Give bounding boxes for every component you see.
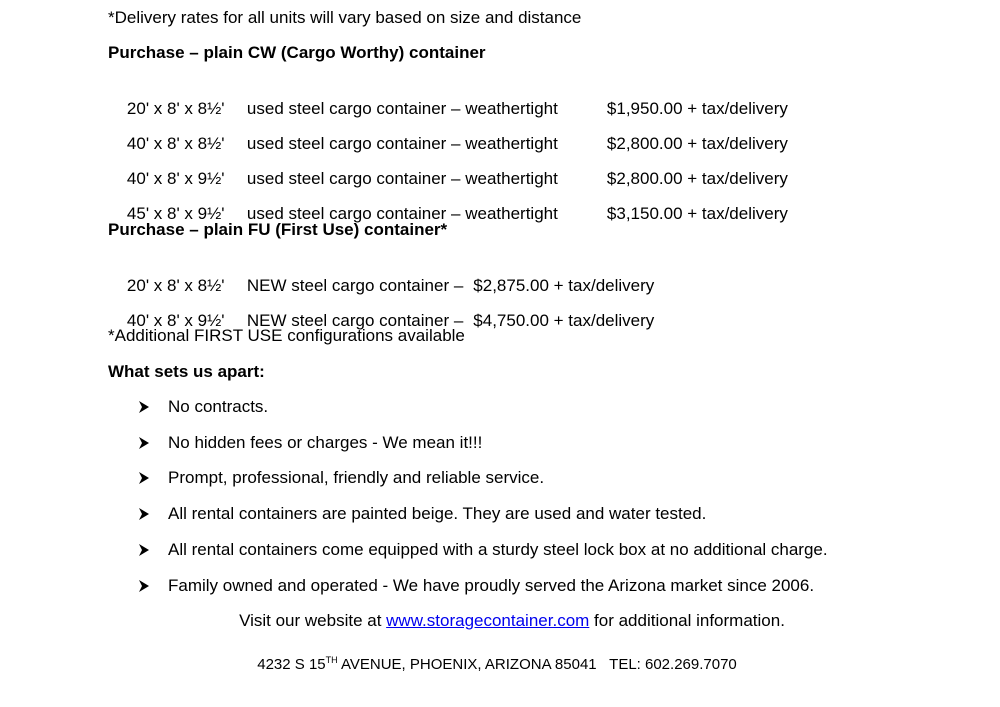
container-price: $2,800.00 + tax/delivery [606,169,788,188]
website-link[interactable]: www.storagecontainer.com [386,611,590,630]
container-dimensions: 40' x 8' x 9½' [126,311,225,330]
list-item-text: Prompt, professional, friendly and reliable service. [168,468,545,487]
website-suffix: for additional information. [589,611,785,630]
container-dimensions: 20' x 8' x 8½' [126,99,225,118]
list-item-text: No contracts. [168,397,269,416]
arrowhead-bullet-icon [138,576,152,596]
container-dimensions: 45' x 8' x 9½' [126,204,225,223]
arrowhead-bullet-icon [138,468,152,488]
list-item-text: Family owned and operated - We have proudly served the Arizona market since 2006. [168,576,815,595]
apart-section-heading: What sets us apart: [108,362,265,381]
arrowhead-bullet-icon [138,540,152,560]
list-item-text: No hidden fees or charges - We mean it!!! [168,433,483,452]
footer-address-line [0,655,997,675]
first-use-note: *Additional FIRST USE configurations available [108,326,465,345]
container-description: used steel cargo container – weathertight [246,204,558,223]
list-item-text: All rental containers come equipped with a sturdy steel lock box at no additional charge. [168,540,828,559]
website-line [12,611,1000,631]
cw-section-heading: Purchase – plain CW (Cargo Worthy) container [108,43,486,62]
container-description: used steel cargo container – weathertight [246,99,558,118]
telephone: TEL: 602.269.7070 [609,656,737,673]
container-price: $3,150.00 + tax/delivery [606,204,788,223]
container-dimensions: 40' x 8' x 9½' [126,169,225,188]
container-description: NEW steel cargo container – [246,276,464,295]
container-description: used steel cargo container – weathertight [246,134,558,153]
container-dimensions: 40' x 8' x 8½' [126,134,225,153]
delivery-rates-note: *Delivery rates for all units will vary based on size and distance [108,8,582,27]
container-price: $4,750.00 + tax/delivery [473,311,655,330]
address-city: AVENUE, PHOENIX, ARIZONA 85041 [337,656,597,673]
address-street: 4232 S 15 [257,656,326,673]
list-item-text: All rental containers are painted beige. They are used and water tested. [168,504,707,523]
container-dimensions: 20' x 8' x 8½' [126,276,225,295]
container-price: $2,800.00 + tax/delivery [606,134,788,153]
container-price: $2,875.00 + tax/delivery [473,276,655,295]
arrowhead-bullet-icon [138,397,152,417]
website-prefix: Visit our website at [239,611,387,630]
fu-section-heading: Purchase – plain FU (First Use) container* [108,220,448,239]
address-ordinal-suffix: TH [325,655,338,665]
container-description: used steel cargo container – weathertight [246,169,558,188]
container-price: $1,950.00 + tax/delivery [606,99,788,118]
arrowhead-bullet-icon [138,504,152,524]
arrowhead-bullet-icon [138,433,152,453]
container-description: NEW steel cargo container – [246,311,464,330]
